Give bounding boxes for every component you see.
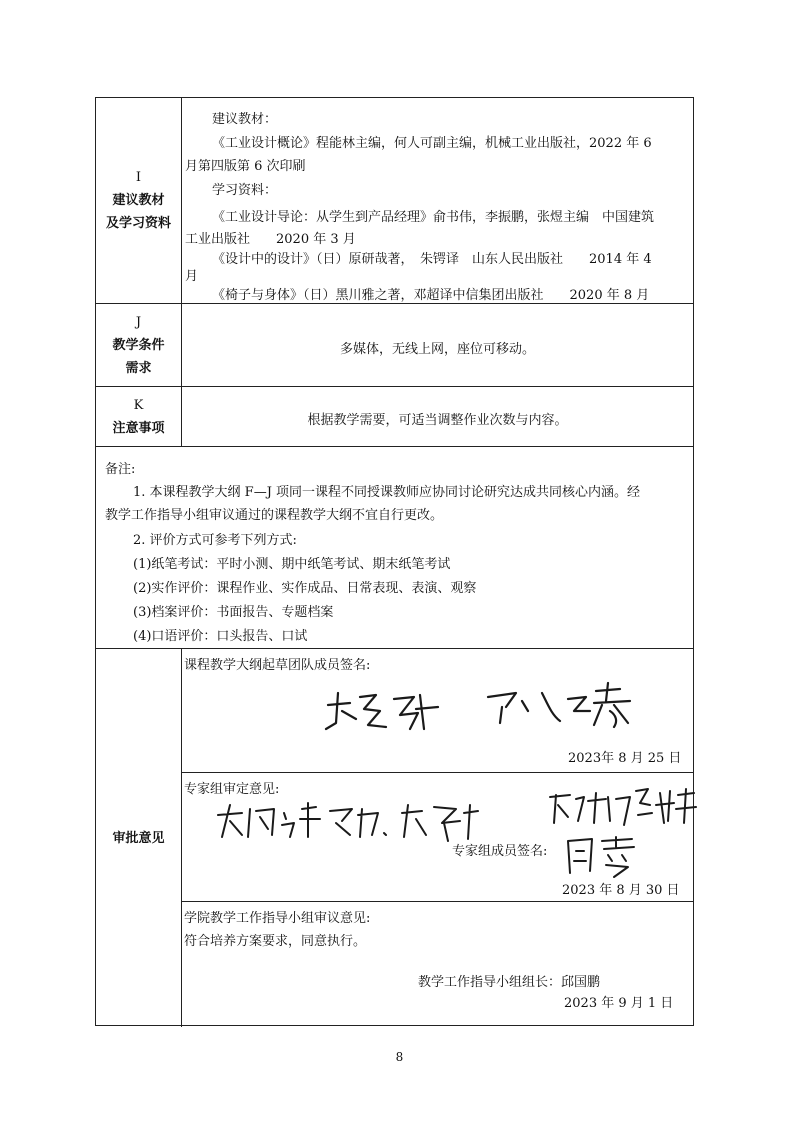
text-line: 《椅子与身体》（日）黑川雅之著，邓超译中信集团出版社 2020 年 8 月 xyxy=(212,288,650,303)
remarks-heading: 备注: xyxy=(105,462,136,477)
text-line: 建议教材： xyxy=(212,112,278,127)
attention-text: 根据教学需要，可适当调整作业次数与内容。 xyxy=(307,413,568,428)
conditions-text: 多媒体，无线上网，座位可移动。 xyxy=(339,342,535,357)
text-line: 《工业设计概论》程能林主编，何人可副主编，机械工业出版社，2022 年 6 xyxy=(212,136,652,151)
college-review-leader: 教学工作指导小组组长：邱国鹏 xyxy=(418,975,601,990)
text-line: 月 xyxy=(185,269,199,284)
text-line: 月第四版第 6 次印刷 xyxy=(185,159,306,174)
remarks-line: (3)档案评价：书面报告、专题档案 xyxy=(133,605,334,620)
row-textbooks-content xyxy=(182,98,693,303)
remarks-line: (1)纸笔考试：平时小测、期中纸笔考试、期末纸笔考试 xyxy=(133,557,451,572)
text-line: 《工业设计导论：从学生到产品经理》俞书伟，李振鹏，张煜主编 中国建筑 xyxy=(212,210,655,225)
text-line: 学习资料： xyxy=(212,183,278,198)
row-code: K xyxy=(133,397,144,413)
signature-wang-zhaoxuan xyxy=(630,783,700,829)
college-review-title: 学院教学工作指导小组审议意见: xyxy=(184,911,371,926)
row-attention-content xyxy=(182,387,693,446)
signature-sun-zhitai xyxy=(482,677,642,733)
remarks-line: 1. 本课程教学大纲 F—J 项同一课程不同授课教师应协同讨论研究达成共同核心内涵。经 xyxy=(133,485,641,500)
college-review-section xyxy=(182,902,693,1027)
row-approval xyxy=(96,649,693,1027)
row-label: 教学条件 xyxy=(112,337,165,353)
text-line: 《设计中的设计》（日）原研哉著， 朱锷译 山东人民出版社 2014 年 4 xyxy=(212,252,652,267)
expert-review-section xyxy=(182,773,693,902)
row-label: 审批意见 xyxy=(112,830,165,846)
row-attention-label xyxy=(96,387,182,446)
row-code: J xyxy=(135,314,142,330)
row-conditions-content xyxy=(182,304,693,386)
syllabus-table xyxy=(95,97,694,1026)
team-signature-title: 课程教学大纲起草团队成员签名: xyxy=(184,658,371,673)
remarks-line: (4)口语评价：口头报告、口试 xyxy=(133,629,308,644)
expert-review-date: 2023 年 8 月 30 日 xyxy=(562,883,680,898)
row-label: 注意事项 xyxy=(112,420,165,436)
approval-label xyxy=(96,649,182,1027)
row-notes-attention xyxy=(96,387,693,447)
row-textbooks xyxy=(96,98,693,304)
row-code: I xyxy=(135,170,142,185)
row-label: 及学习资料 xyxy=(105,216,171,231)
row-teaching-conditions xyxy=(96,304,693,387)
row-label: 建议教材 xyxy=(112,193,165,208)
team-signature-section xyxy=(182,649,693,773)
expert-review-title: 专家组审定意见: xyxy=(184,782,280,797)
page-number: 8 xyxy=(395,1050,404,1064)
row-remarks xyxy=(96,447,693,649)
remarks-line: 教学工作指导小组审议通过的课程教学大纲不宜自行更改。 xyxy=(105,508,444,523)
row-textbooks-label xyxy=(96,98,182,303)
signature-zhao-qiang xyxy=(320,685,450,735)
remarks-line: (2)实作评价：课程作业、实作成品、日常表现、表演、观察 xyxy=(133,581,477,596)
college-review-date: 2023 年 9 月 1 日 xyxy=(564,996,674,1011)
team-signature-date: 2023年 8 月 25 日 xyxy=(568,751,682,766)
expert-members-label: 专家组成员签名: xyxy=(452,844,548,859)
row-label: 需求 xyxy=(125,360,152,376)
college-review-opinion: 符合培养方案要求，同意执行。 xyxy=(184,934,367,949)
text-line: 工业出版社 2020 年 3 月 xyxy=(185,232,356,247)
row-conditions-label xyxy=(96,304,182,386)
signature-zhou-xia xyxy=(562,833,642,879)
remarks-line: 2. 评价方式可参考下列方式: xyxy=(133,533,297,548)
signature-gu-jiali xyxy=(544,787,634,831)
handwritten-expert-opinion xyxy=(212,797,482,849)
